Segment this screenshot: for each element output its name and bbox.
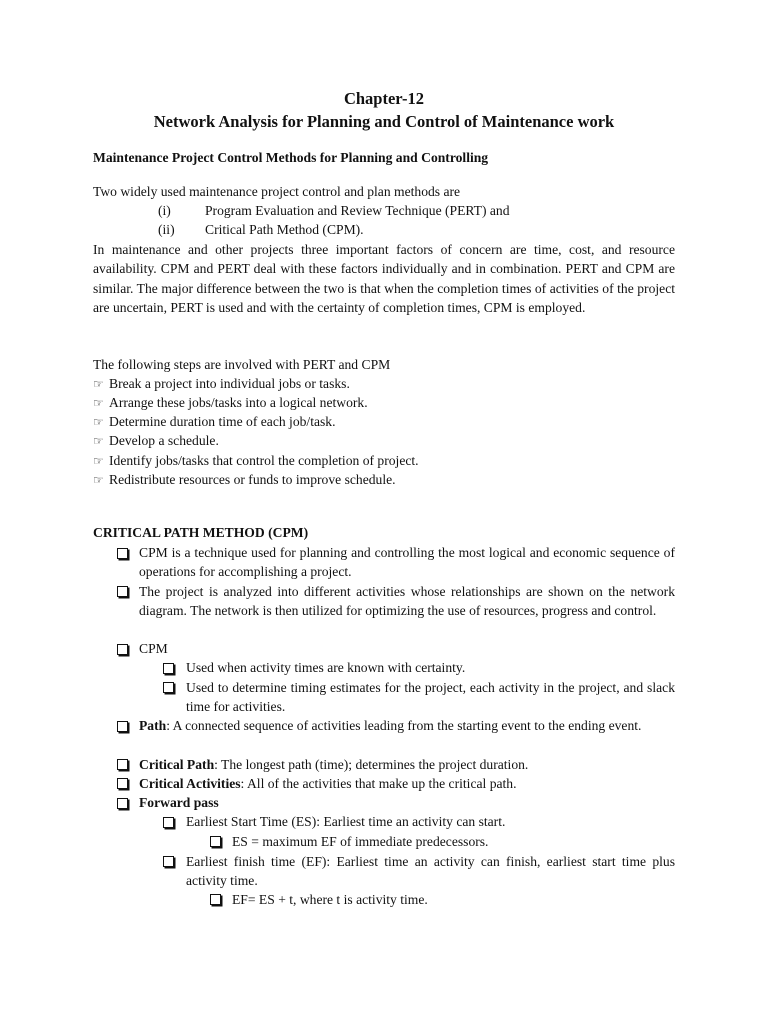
body-paragraph: In maintenance and other projects three important factors of concern are time, cost, and resource availability. CPM and PERT deal with these factors individually and in combination. PERT and CPM are similar. The major difference between the two is that when the completion times of activities of the project are uncertain, PERT is used and with the certainty of completion times, CPM is employed. [93,242,675,316]
hand-pointer-icon: ☞ [93,415,104,429]
checkbox-icon [210,894,221,905]
cpm-sub-2: Used to determine timing estimates for the project, each activity in the project, and slack time for activities. [186,680,675,715]
checkbox-icon [163,817,174,828]
step-item: Arrange these jobs/tasks into a logical network. [109,395,368,410]
path-term: Path [139,718,167,733]
section-heading: Maintenance Project Control Methods for Planning and Controlling [93,150,489,165]
method-number-1: (i) [158,203,171,218]
forward-pass-heading: Forward pass [139,795,219,810]
path-definition [139,716,675,735]
steps-intro: The following steps are involved with PERT and CPM [93,357,391,372]
checkbox-icon [210,836,221,847]
method-text-1: Program Evaluation and Review Technique (PERT) and [205,203,510,218]
es-formula: ES = maximum EF of immediate predecessors. [232,834,489,849]
critical-activities-definition [139,774,517,793]
checkbox-icon [117,548,128,559]
step-item: Redistribute resources or funds to improve schedule. [109,472,396,487]
method-text-2: Critical Path Method (CPM). [205,222,364,237]
checkbox-icon [163,856,174,867]
critical-path-term: Critical Path [139,757,215,772]
ef-formula: EF= ES + t, where t is activity time. [232,892,428,907]
checkbox-icon [117,586,128,597]
cpm-item-2: The project is analyzed into different activities whose relationships are shown on the network diagram. The network is then utilized for optimizing the use of resources, progress and control. [139,584,675,619]
chapter-number: Chapter-12 [343,89,425,108]
cpm-item-1: CPM is a technique used for planning and controlling the most logical and economic sequence of operations for accomplishing a project. [139,545,675,580]
critical-activities-term: Critical Activities [139,776,241,791]
cpm-item-3: CPM [139,641,168,656]
checkbox-icon [163,682,174,693]
hand-pointer-icon: ☞ [93,377,104,391]
step-item: Determine duration time of each job/task. [109,414,336,429]
cpm-heading: CRITICAL PATH METHOD (CPM) [93,525,309,540]
checkbox-icon [117,778,128,789]
hand-pointer-icon: ☞ [93,454,104,468]
checkbox-icon [117,721,128,732]
critical-path-definition [139,755,528,774]
chapter-title: Network Analysis for Planning and Control of Maintenance work [153,112,615,131]
step-item: Break a project into individual jobs or tasks. [109,376,350,391]
critical-path-def: : The longest path (time); determines the project duration. [214,757,529,772]
ef-definition: Earliest finish time (EF): Earliest time an activity can finish, earliest start time plus activity time. [186,854,675,889]
critical-activities-def: : All of the activities that make up the critical path. [240,776,517,791]
intro-text: Two widely used maintenance project control and plan methods are [93,184,461,199]
cpm-sub-1: Used when activity times are known with certainty. [186,660,466,675]
hand-pointer-icon: ☞ [93,434,104,448]
step-item: Develop a schedule. [109,433,219,448]
checkbox-icon [117,644,128,655]
hand-pointer-icon: ☞ [93,396,104,410]
hand-pointer-icon: ☞ [93,473,104,487]
checkbox-icon [163,663,174,674]
checkbox-icon [117,798,128,809]
es-definition: Earliest Start Time (ES): Earliest time an activity can start. [186,814,506,829]
step-item: Identify jobs/tasks that control the completion of project. [109,453,419,468]
method-number-2: (ii) [158,222,175,237]
path-def: : A connected sequence of activities leading from the starting event to the ending event. [166,718,642,733]
checkbox-icon [117,759,128,770]
